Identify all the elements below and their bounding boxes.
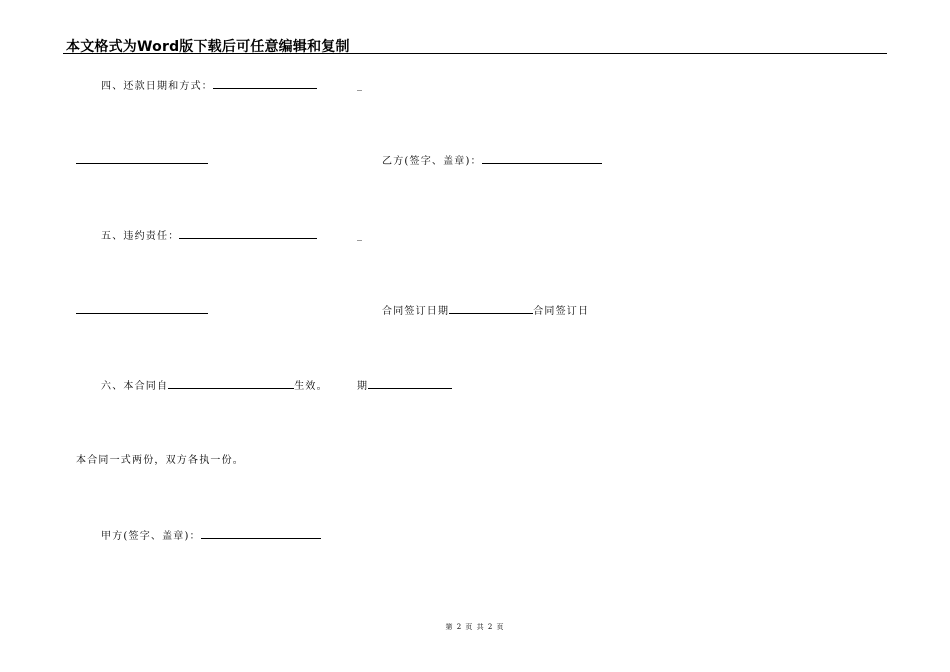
party-a-signature [101, 529, 321, 544]
effective-blank [168, 379, 294, 389]
document-header-title: 本文格式为Word版下载后可任意编辑和复制 [66, 39, 350, 55]
header-divider [63, 53, 887, 54]
effective-suffix: 生效。 [294, 381, 328, 392]
breach-clause [101, 229, 317, 244]
party-b-blank [482, 154, 602, 164]
qi-label: 期 [357, 381, 369, 392]
date-continuation [357, 379, 452, 394]
effective-prefix: 六、本合同自 [101, 381, 169, 392]
sign-date-label-b: 合同签订日 [533, 306, 590, 317]
sign-date-label-a: 合同签订日期 [382, 306, 450, 317]
repayment-label: 四、还款日期和方式： [101, 81, 213, 92]
party-b-signature [382, 154, 602, 169]
page-footer: 第 2 页 共 2 页 [445, 623, 505, 631]
sign-date-blank [449, 304, 533, 314]
repayment-blank [213, 79, 317, 89]
left-blank-1 [76, 154, 208, 164]
party-a-blank [201, 529, 321, 539]
breach-label: 五、违约责任： [101, 231, 180, 242]
left-signature-row-2 [76, 304, 208, 319]
party-b-label: 乙方(签字、盖章)： [382, 156, 482, 167]
dash-mark-2: _ [357, 230, 364, 241]
contract-sign-date [382, 304, 589, 319]
effective-clause [101, 379, 328, 394]
dash-mark-1: _ [357, 80, 364, 91]
left-blank-2 [76, 304, 208, 314]
repayment-clause [101, 79, 317, 94]
qi-blank [368, 379, 452, 389]
breach-blank [179, 229, 317, 239]
party-a-label: 甲方(签字、盖章)： [101, 531, 201, 542]
copies-statement: 本合同一式两份，双方各执一份。 [76, 455, 244, 466]
left-signature-row-1 [76, 154, 208, 169]
